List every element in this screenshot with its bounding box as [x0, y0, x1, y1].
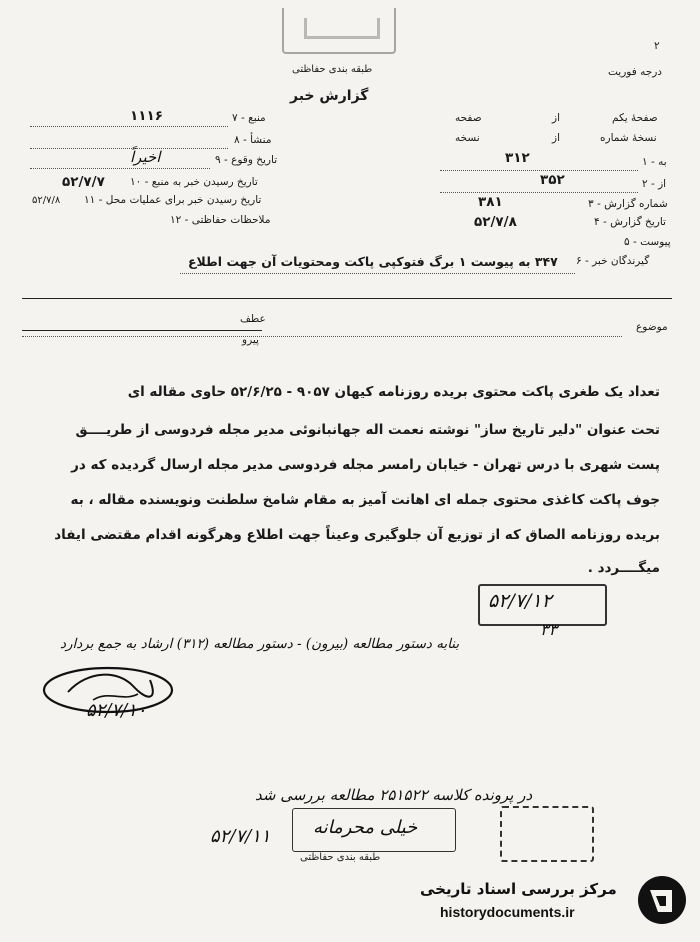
to-label: ۱ - به — [642, 156, 667, 168]
body-line-2: تحت عنوان "دلیر تاریخ ساز" نوشته نعمت اله جهانبانوئی مدیر مجله فردوسی از طریــــق — [75, 422, 660, 438]
recv-ops-label: ۱۱ - تاریخ رسیدن خبر برای عملیات محل — [84, 194, 262, 206]
occur-value: اخیراً — [130, 148, 161, 166]
page-of: از — [552, 112, 560, 124]
from-value: ۳۵۲ — [540, 172, 565, 188]
secret-stamp-text: خیلی محرمانه — [313, 817, 418, 838]
bottom-date: ۵۲/۷/۱۱ — [210, 826, 271, 847]
to-value: ۳۱۲ — [505, 150, 530, 166]
report-no-label: ۳ - شماره گزارش — [588, 198, 668, 210]
divider-bottom — [22, 330, 262, 331]
copy-unit: نسخه — [455, 132, 480, 144]
recipients-label: ۶ - گیرندگان خبر — [576, 255, 650, 267]
source-value: ۱۱۱۶ — [130, 108, 163, 124]
body-line-5: بریده روزنامه الصاق که از توزیع آن جلوگیری وعیناً جهت اطلاع وهرگونه اقدام مقتضی ایفاد — [54, 527, 660, 543]
logo-icon — [636, 874, 688, 926]
body-line-4: جوف پاکت کاغذی محتوی جمله ای اهانت آمیز به مقام شامخ سلطنت ونویسنده مقاله ، به — [70, 492, 660, 508]
subject-label: موضوع — [636, 321, 668, 333]
registry-stamp — [500, 806, 594, 862]
body-line-3: پست شهری با درس تهران - خیابان رامسر مجله فردوسی مدیر مجله ارسال گردیده که در — [71, 457, 660, 473]
follow-label: پیرو — [242, 334, 259, 346]
doc-title: گزارش خبر — [290, 88, 369, 104]
stamp-sub: ۳۳ — [540, 620, 558, 639]
ref-label: عطف — [240, 313, 266, 325]
archive-note: در پرونده کلاسه ۲۵۱۵۲۲ مطالعه بررسی شد — [255, 786, 533, 804]
recv-source-label: ۱۰ - تاریخ رسیدن خبر به منبع — [130, 176, 258, 188]
stamp-number: ۵۲/۷/۱۲ — [488, 590, 552, 612]
handwritten-note: بنابه دستور مطالعه (بیرون) - دستور مطالعه (۳۱۲) ارشاد به جمع بردارد — [60, 636, 460, 652]
from-line — [440, 192, 638, 193]
subject-line — [22, 336, 622, 337]
attachment-label: ۵ - پیوست — [624, 236, 671, 248]
origin-line — [30, 148, 228, 149]
occur-label: ۹ - تاریخ وقوع — [215, 154, 278, 166]
report-date-value: ۵۲/۷/۸ — [474, 214, 517, 230]
watermark-title: مرکز بررسی اسناد تاریخی — [420, 880, 617, 898]
report-date-label: ۴ - تاریخ گزارش — [594, 216, 666, 228]
page-label: صفحهٔ یکم — [612, 112, 658, 124]
classification-bottom: طبقه بندی حفاظتی — [300, 852, 381, 863]
divider-top — [22, 298, 672, 299]
body-line-6: میگــــردد . — [587, 560, 660, 576]
from-label: ۲ - از — [642, 178, 667, 190]
recv-ops-value: ۵۲/۷/۸ — [32, 195, 61, 206]
copy-of: از — [552, 132, 560, 144]
recipients-line — [180, 273, 575, 274]
security-notes-label: ۱۲ - ملاحظات حفاظتی — [170, 214, 271, 226]
classification-top: طبقه بندی حفاظتی — [292, 64, 373, 75]
source-line — [30, 126, 228, 127]
page-unit: صفحه — [455, 112, 482, 124]
to-line — [440, 170, 638, 171]
signature-date: ۵۲/۷/۱۰ — [86, 700, 147, 721]
recv-source-value: ۵۲/۷/۷ — [62, 174, 105, 190]
watermark-url: historydocuments.ir — [440, 904, 575, 920]
body-line-1: تعداد یک طغری پاکت محتوی بریده روزنامه کیهان ۹۰۵۷ - ۵۲/۶/۲۵ حاوی مقاله ای — [127, 384, 660, 400]
top-stamp-fragment — [282, 8, 396, 54]
origin-label: ۸ - منشأ — [234, 134, 272, 146]
source-label: ۷ - منبع — [232, 112, 266, 124]
secret-stamp — [292, 808, 456, 852]
page-number: ۲ — [654, 40, 660, 52]
copy-label: نسخهٔ شماره — [600, 132, 657, 144]
report-no-value: ۳۸۱ — [478, 194, 503, 210]
occur-line — [30, 168, 210, 169]
urgency-label: درجه فوریت — [608, 66, 662, 78]
recipients-value: ۳۴۷ به پیوست ۱ برگ فتوکپی پاکت ومحتویات آن جهت اطلاع — [188, 254, 558, 269]
